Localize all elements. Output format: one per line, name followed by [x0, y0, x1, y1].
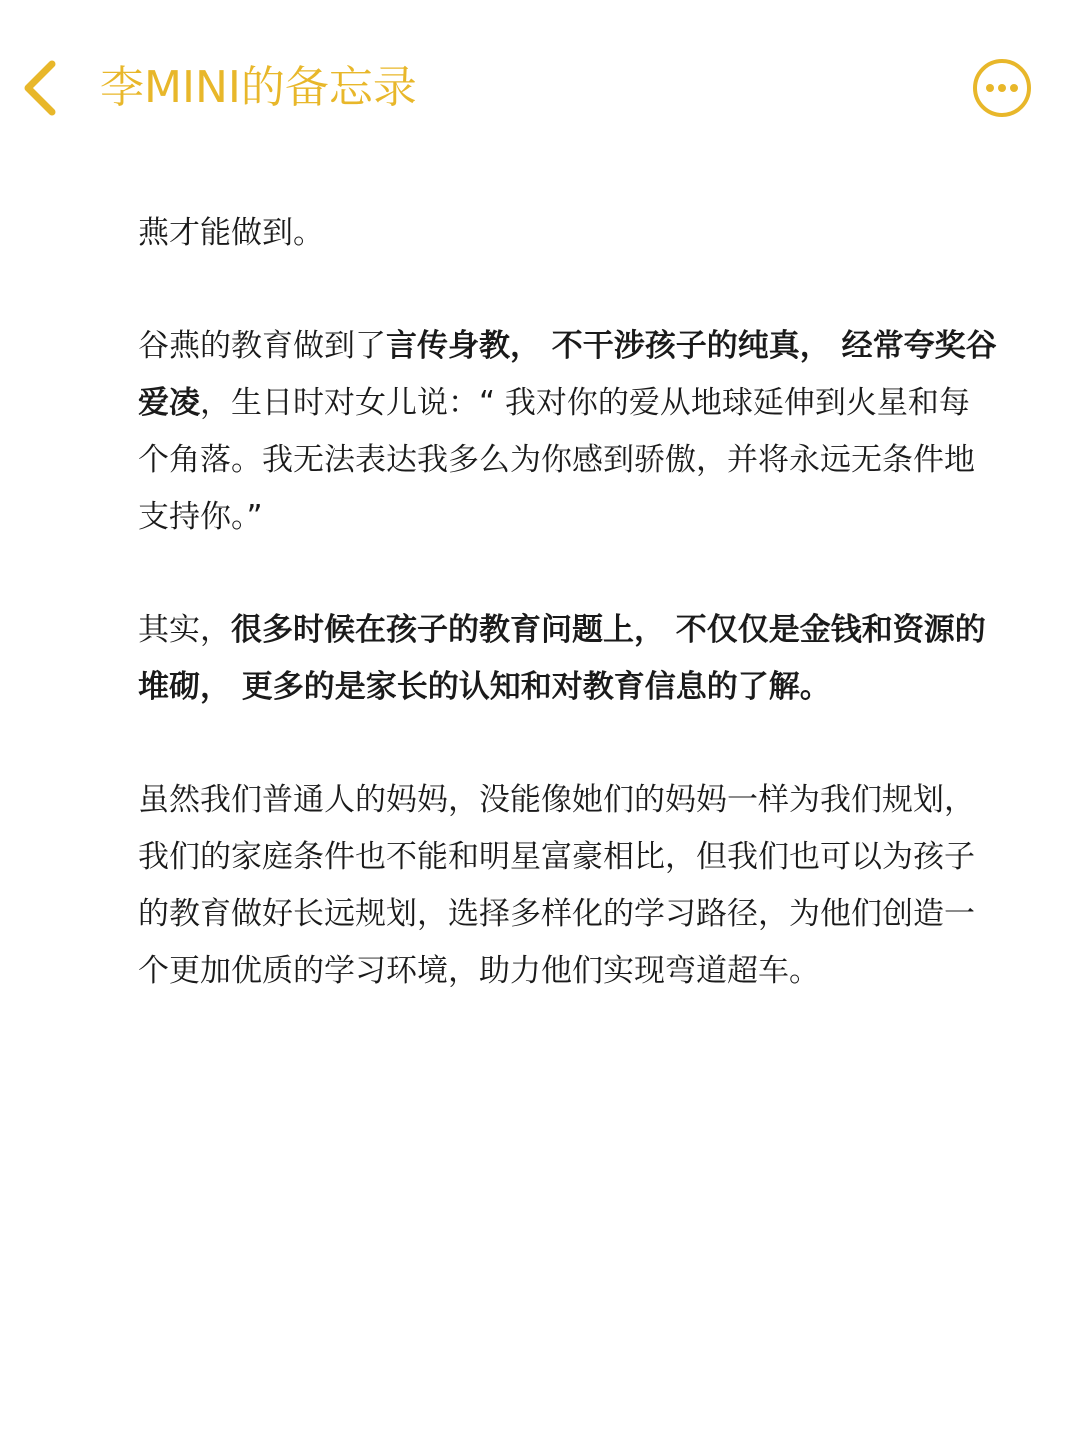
paragraph-1: [138, 205, 998, 262]
paragraph-3-bold-text: 很多时候在孩子的教育问题上， 不仅仅是金钱和资源的堆砌， 更多的是家长的认知和对教育信息的了解。: [138, 612, 986, 705]
more-options-button[interactable]: [972, 58, 1032, 118]
note-body[interactable]: [138, 205, 998, 1000]
paragraph-4-text: 虽然我们普通人的妈妈，没能像她们的妈妈一样为我们规划，我们的家庭条件也不能和明星富豪相比，但我们也可以为孩子的教育做好长远规划，选择多样化的学习路径，为他们创造一个更加优质的学习环境，助力他们实现弯道超车。: [138, 782, 975, 989]
page-title: 李MINI的备忘录: [100, 62, 417, 113]
paragraph-3: [138, 602, 998, 716]
paragraph-2: [138, 318, 998, 546]
paragraph-2-quote-text: ，生日时对女儿说：“ 我对你的爱从地球延伸到火星和每个角落。我无法表达我多么为你感到骄傲，并将永远无条件地支持你。”: [138, 385, 975, 535]
back-button[interactable]: [18, 58, 66, 118]
paragraph-2-text: 谷燕的教育做到了: [138, 328, 386, 364]
paragraph-3-text: 其实，: [138, 612, 231, 648]
chevron-left-icon: [18, 58, 66, 118]
top-bar: [0, 0, 1080, 180]
paragraph-1-text: 燕才能做到。: [138, 215, 324, 251]
more-horizontal-icon: [972, 58, 1032, 118]
paragraph-2-bold-text: 言传身教， 不干涉孩子的纯真， 经常夸奖谷爱凌: [138, 328, 997, 421]
paragraph-4: [138, 772, 998, 1000]
